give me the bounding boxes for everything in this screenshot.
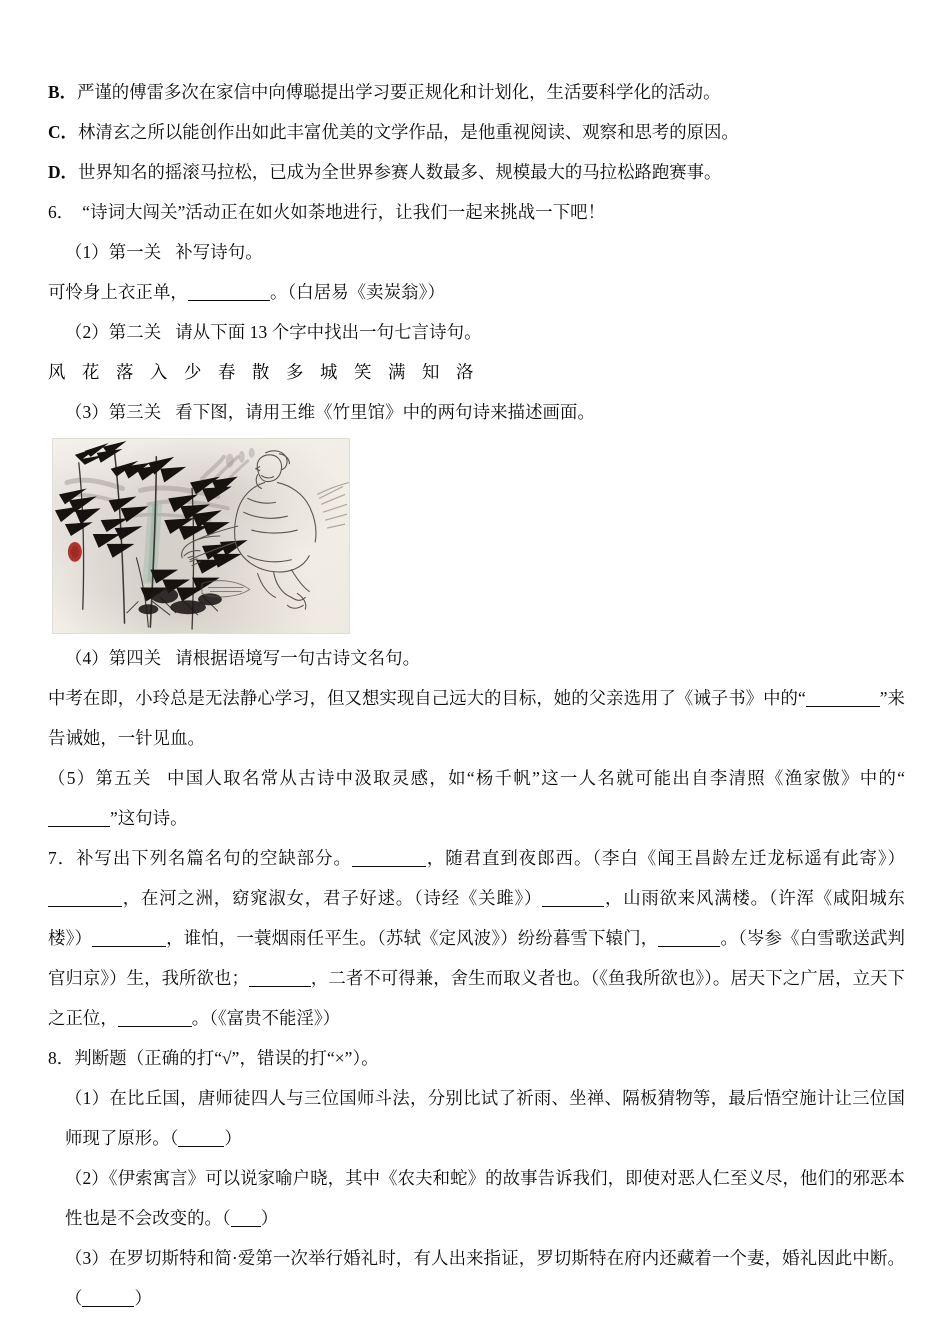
question-6-sub5-marker: （5）第五关 xyxy=(48,768,152,788)
pool-character: 多 xyxy=(286,362,304,382)
question-6-sub1-poem-line xyxy=(48,272,905,312)
question-8-stem-text: 判断题（正确的打“√”，错误的打“×”）。 xyxy=(74,1048,379,1068)
choice-text-d: 世界知名的摇滚马拉松，已成为全世界参赛人数最多、规模最大的马拉松路跑赛事。 xyxy=(77,162,722,182)
question-7-number: 7． xyxy=(48,848,77,868)
q7-seg2: ，随君直到夜郎西。（李白《闻王昌龄左迁龙标遥有此寄》） xyxy=(425,848,906,868)
pool-character: 满 xyxy=(388,362,406,382)
answer-blank[interactable] xyxy=(352,851,426,867)
question-8-item-2 xyxy=(48,1158,905,1238)
question-8-stem xyxy=(48,1038,905,1078)
question-6-sub4-title: 请根据语境写一句古诗文名句。 xyxy=(175,648,421,668)
pool-character: 入 xyxy=(150,362,168,382)
poem-line-after-blank: 。（白居易《卖炭翁》） xyxy=(269,282,445,302)
item-1-tail: ） xyxy=(224,1128,242,1148)
item-1-text: 在比丘国，唐师徒四人与三位国师斗法，分别比试了祈雨、坐禅、隔板猜物等，最后悟空施计让三位国师现了原形。（ xyxy=(65,1088,905,1148)
judgment-blank-wrap[interactable] xyxy=(112,1291,134,1307)
question-6-sub2-title: 请从下面 13 个字中找出一句七言诗句。 xyxy=(175,322,482,342)
judgment-blank[interactable] xyxy=(178,1131,224,1147)
question-6-sub4-marker: （4）第四关 xyxy=(65,648,162,668)
figure-ink-painting-wrapper xyxy=(52,438,350,634)
sub4-text-after-blank: ”来告诫她，一针见血。 xyxy=(48,688,905,748)
item-3-text: 在罗切斯特和简·爱第一次举行婚礼时，有人出来指证，罗切斯特在府内还藏着一个妻，婚礼因此中断。（ xyxy=(65,1248,905,1308)
answer-blank[interactable] xyxy=(48,811,110,827)
judgment-blank[interactable] xyxy=(82,1291,112,1307)
question-6-sub3-header xyxy=(48,392,905,432)
pool-character: 城 xyxy=(320,362,338,382)
question-6-sub1-title: 补写诗句。 xyxy=(175,242,263,262)
question-6-stem-text: “诗词大闯关”活动正在如火如荼地进行，让我们一起来挑战一下吧！ xyxy=(82,202,606,222)
answer-blank[interactable] xyxy=(542,891,604,907)
choice-option-d xyxy=(48,152,905,192)
choice-text-b: 严谨的傅雷多次在家信中向傅聪提出学习要正规化和计划化，生活要科学化的活动。 xyxy=(77,82,721,102)
question-6-sub1-header xyxy=(48,232,905,272)
pool-character: 知 xyxy=(422,362,440,382)
choice-label-c: C． xyxy=(48,122,78,142)
question-6-sub3-marker: （3）第三关 xyxy=(65,402,162,422)
question-8-item-1 xyxy=(48,1078,905,1158)
q7-seg4: ，山雨欲来风满楼。（许浑《咸阳城东楼》） xyxy=(48,888,905,948)
q7-seg5: ，谁怕，一蓑烟雨任平生。（苏轼《定风波》）纷纷暮雪下辕门， xyxy=(166,928,659,948)
choice-text-c: 林清玄之所以能创作出如此丰富优美的文学作品，是他重视阅读、观察和思考的原因。 xyxy=(77,122,739,142)
item-2-tail: ） xyxy=(260,1208,279,1228)
q7-seg3: ，在河之洲，窈窕淑女，君子好逑。（诗经《关雎》） xyxy=(122,888,543,908)
poem-line-before-blank: 可怜身上衣正单， xyxy=(48,282,188,302)
character-pool-row xyxy=(48,352,905,392)
red-seal xyxy=(68,542,82,562)
item-3-tail: ） xyxy=(134,1288,152,1308)
sub5-text-before-blank: 中国人取名常从古诗中汲取灵感，如“杨千帆”这一人名就可能出自李清照《渔家傲》中的“ xyxy=(165,768,905,788)
answer-blank[interactable] xyxy=(92,931,166,947)
answer-blank[interactable] xyxy=(188,285,270,301)
pool-character: 洛 xyxy=(456,362,474,382)
pool-character: 花 xyxy=(82,362,100,382)
item-2-marker: （2） xyxy=(65,1168,109,1188)
choice-label-d: D． xyxy=(48,162,78,182)
question-6-sub4-body xyxy=(48,678,905,758)
q7-seg7: ，二者不可得兼，舍生而取义者也。（《鱼我所欲也》）。居天下之广居，立天下之正位， xyxy=(48,968,905,1028)
item-2-text: 《伊索寓言》可以说家喻户晓，其中《农夫和蛇》的故事告诉我们，即使对恶人仁至义尽，他们的邪恶本性也是不会改变的。（ xyxy=(65,1168,905,1228)
question-6-stem xyxy=(48,192,905,232)
pool-character: 春 xyxy=(218,362,236,382)
q7-seg6: 。（岑参《白雪歌送武判官归京》）生，我所欲也； xyxy=(48,928,905,988)
question-6-sub2-marker: （2）第二关 xyxy=(65,322,162,342)
question-6-number: 6． xyxy=(48,202,75,222)
pool-character: 风 xyxy=(48,362,66,382)
pool-character: 笑 xyxy=(354,362,372,382)
choice-label-b: B． xyxy=(48,82,77,102)
choice-option-b xyxy=(48,72,905,112)
question-6-sub4-header xyxy=(48,638,905,678)
answer-blank[interactable] xyxy=(118,1011,192,1027)
answer-blank[interactable] xyxy=(658,931,720,947)
ink-painting-bamboo-and-scholar xyxy=(52,438,350,634)
sub5-text-after-blank: ”这句诗。 xyxy=(110,808,188,828)
pool-character: 散 xyxy=(252,362,270,382)
pool-character: 少 xyxy=(184,362,202,382)
question-7 xyxy=(48,838,905,1038)
choice-option-c xyxy=(48,112,905,152)
answer-blank[interactable] xyxy=(806,691,880,707)
sub4-text-before-blank: 中考在即，小玲总是无法静心学习，但又想实现自己远大的目标，她的父亲选用了《诫子书》中的“ xyxy=(48,688,806,708)
question-6-sub2-header xyxy=(48,312,905,352)
answer-blank[interactable] xyxy=(48,891,122,907)
q7-seg8: 。（《富贵不能淫》） xyxy=(191,1008,341,1028)
question-8-item-3 xyxy=(48,1238,905,1318)
judgment-blank[interactable] xyxy=(231,1211,261,1227)
pool-character: 落 xyxy=(116,362,134,382)
question-6-sub5-body xyxy=(48,758,905,838)
q7-seg1: 补写出下列名篇名句的空缺部分。 xyxy=(76,848,352,868)
question-8-number: 8． xyxy=(48,1048,75,1068)
question-6-sub1-marker: （1）第一关 xyxy=(65,242,162,262)
question-6-sub3-title: 看下图，请用王维《竹里馆》中的两句诗来描述画面。 xyxy=(175,402,596,422)
item-1-marker: （1） xyxy=(65,1088,110,1108)
answer-blank[interactable] xyxy=(249,971,311,987)
item-3-marker: （3） xyxy=(65,1248,109,1268)
